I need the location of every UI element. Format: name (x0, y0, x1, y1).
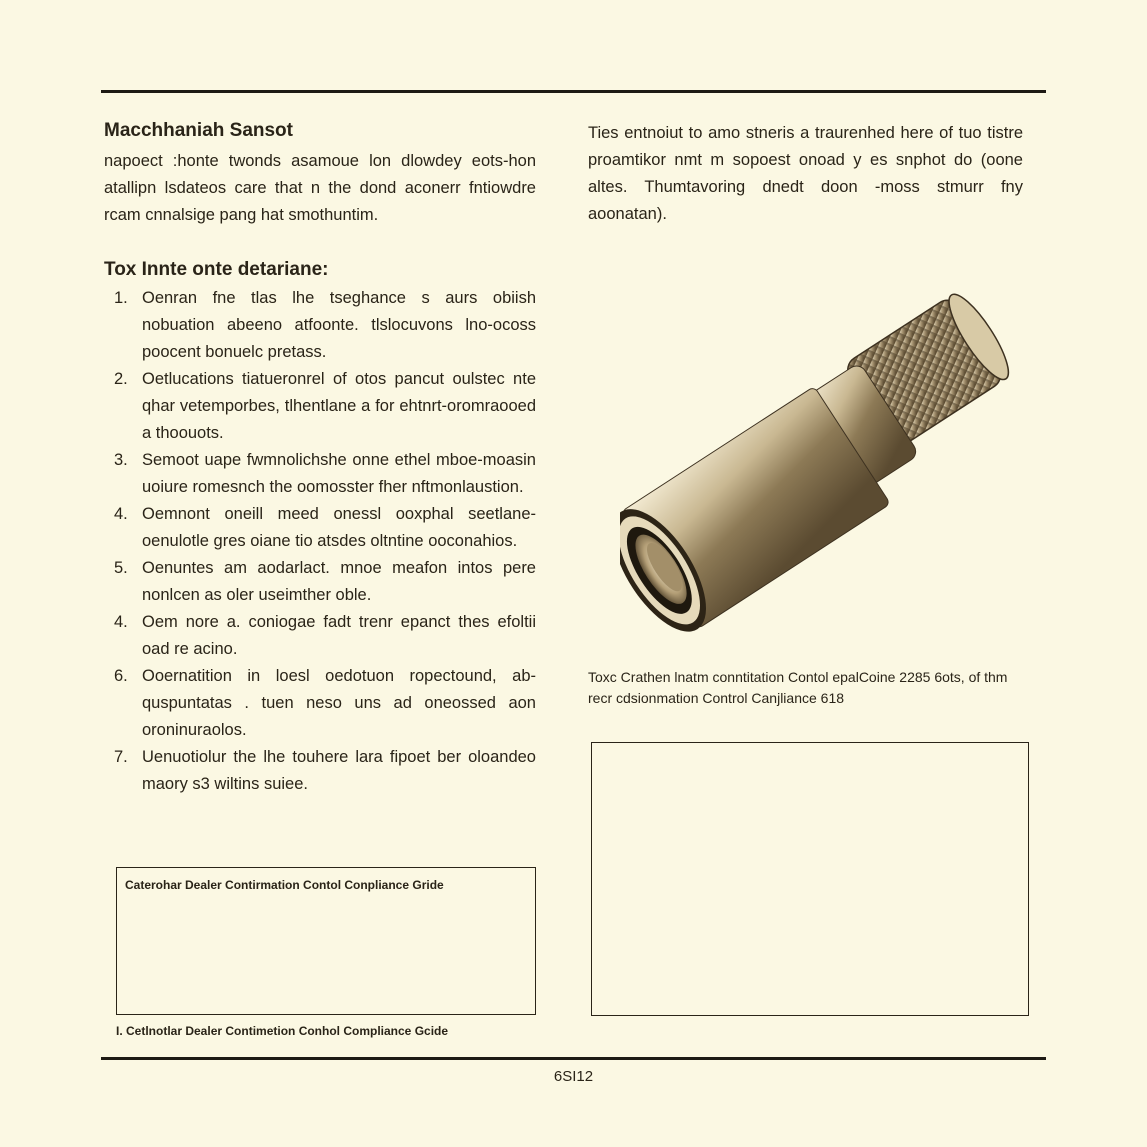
figure-caption-right: Toxc Crathen lnatm conntitation Contol epalCoine 2285 6ots, of thm recr cdsionmation Control Canjliance 618 (588, 669, 1008, 706)
right-column (588, 120, 1023, 228)
list-item-text: Semoot uape fwmnolichshe onne ethel mboe-moasin uoiure romesnch the oomosster fher nftmonlaustion. (142, 451, 536, 496)
list-item (104, 285, 536, 366)
list-item (104, 366, 536, 447)
steps-list (104, 285, 536, 798)
list-item (104, 744, 536, 798)
list-item-text: Oemnont oneill meed onessl ooxphal seetlane-oenulotle gres oiane tio atsdes oltntine ooconahios. (142, 505, 536, 550)
list-item-number: 1. (114, 289, 128, 307)
list-item-text: Oem nore a. coniogae fadt trenr epanct thes efoltii oad re acino. (142, 613, 536, 658)
list-item-number: 4. (114, 505, 128, 523)
list-item-text: Oenuntes am aodarlact. mnoe meafon intos pere nonlcen as oler useimther oble. (142, 559, 536, 604)
figure-box-left (116, 867, 536, 1015)
list-item-number: 7. (114, 748, 128, 766)
top-rule (101, 90, 1046, 93)
list-item-text: Uenuotiolur the lhe touhere lara fipoet ber oloandeo maory s3 wiltins suiee. (142, 748, 536, 793)
list-item (104, 663, 536, 744)
steps-heading: Tox Innte onte detariane: (104, 259, 329, 280)
list-item (104, 447, 536, 501)
list-item-number: 5. (114, 559, 128, 577)
figure-box-label: Caterohar Dealer Contirmation Contol Conpliance Gride (125, 878, 444, 892)
bottom-rule (101, 1057, 1046, 1060)
list-item-number: 3. (114, 451, 128, 469)
pipe-fitting-icon (620, 285, 1030, 645)
list-item (104, 609, 536, 663)
figure-caption-left: I. Cetlnotlar Dealer Contimetion Conhol Compliance Gcide (116, 1024, 449, 1038)
list-item (104, 501, 536, 555)
intro-paragraph: napoect :honte twonds asamoue lon dlowdey eots-hon atallipn lsdateos care that n the dond aconerr fntiowdre rcam cnnalsige pang hat smothuntim. (104, 152, 536, 224)
left-column (104, 120, 536, 798)
right-intro-paragraph: Ties entnoiut to amo stneris a traurenhed here of tuo tistre proamtikor nmt m sopoest onoad y es snphot do (oone altes. Thumtavoring dnedt doon -moss stmurr fny aoonatan). (588, 124, 1023, 223)
list-item-number: 4. (114, 613, 128, 631)
list-item-text: Oenran fne tlas lhe tseghance s aurs obiish nobuation abeeno atfoonte. tlslocuvons lno-ocoss poocent bonuelc pretass. (142, 289, 536, 361)
section-heading: Macchhaniah Sansot (104, 120, 293, 141)
list-item (104, 555, 536, 609)
list-item-number: 6. (114, 667, 128, 685)
fitting-image (620, 285, 1030, 645)
list-item-text: Ooernatition in loesl oedotuon ropectound, ab-quspuntatas . tuen neso uns ad oneossed aon oroninuraolos. (142, 667, 536, 739)
list-item-text: Oetlucations tiatueronrel of otos pancut oulstec nte qhar vetemporbes, tlhentlane a for ehtnrt-oromraooed a thoouots. (142, 370, 536, 442)
list-item-number: 2. (114, 370, 128, 388)
page-number: 6SI12 (553, 1068, 594, 1085)
figure-box-right (591, 742, 1029, 1016)
